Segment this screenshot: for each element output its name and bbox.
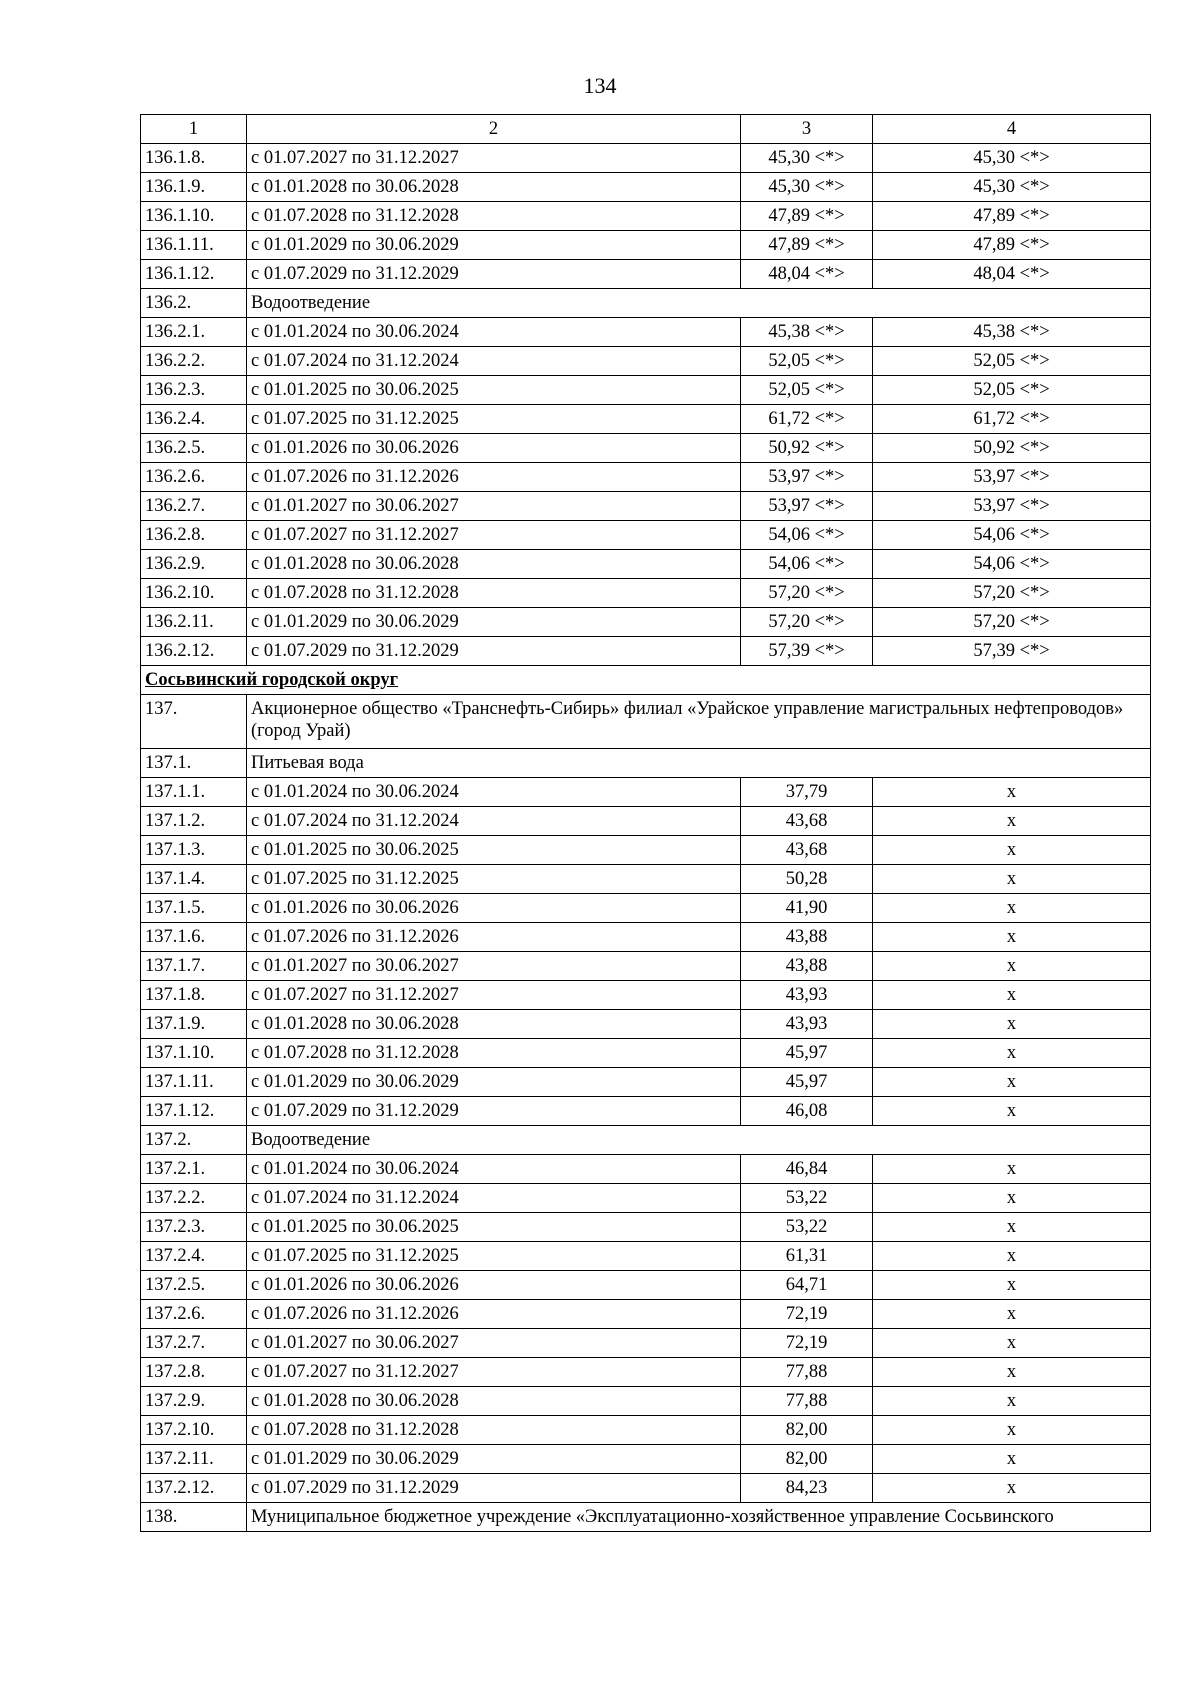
row-period: с 01.01.2028 по 30.06.2028 [247, 1010, 741, 1039]
row-number: 137.2.7. [141, 1329, 247, 1358]
table-row [141, 1010, 1151, 1039]
row-value-col4: х [873, 1039, 1151, 1068]
row-number: 137.1.6. [141, 923, 247, 952]
row-value-col4: х [873, 1184, 1151, 1213]
table-row [141, 318, 1151, 347]
table-row [141, 637, 1151, 666]
row-period: с 01.07.2029 по 31.12.2029 [247, 260, 741, 289]
table-row [141, 231, 1151, 260]
row-value-col3: 53,97 <*> [741, 492, 873, 521]
row-period: с 01.01.2026 по 30.06.2026 [247, 434, 741, 463]
table-body [141, 144, 1151, 1532]
row-subheading: Водоотведение [247, 289, 1151, 318]
row-value-col3: 77,88 [741, 1387, 873, 1416]
table-row [141, 550, 1151, 579]
row-value-col3: 43,68 [741, 836, 873, 865]
row-number: 136.1.12. [141, 260, 247, 289]
row-period: с 01.07.2026 по 31.12.2026 [247, 463, 741, 492]
row-period: с 01.07.2027 по 31.12.2027 [247, 144, 741, 173]
row-value-col3: 61,72 <*> [741, 405, 873, 434]
row-value-col3: 45,38 <*> [741, 318, 873, 347]
row-value-col4: х [873, 1329, 1151, 1358]
row-value-col3: 41,90 [741, 894, 873, 923]
row-period: с 01.01.2024 по 30.06.2024 [247, 1155, 741, 1184]
row-number: 136.2.1. [141, 318, 247, 347]
row-number: 136.2.12. [141, 637, 247, 666]
row-number: 137.2.6. [141, 1300, 247, 1329]
row-number: 137.1.11. [141, 1068, 247, 1097]
row-value-col4: 45,30 <*> [873, 173, 1151, 202]
table-row [141, 405, 1151, 434]
organization-name: Акционерное общество «Транснефть-Сибирь» филиал «Урайское управление магистральных нефтепроводов» (город Урай) [247, 695, 1151, 749]
table-row [141, 1358, 1151, 1387]
row-value-col4: 57,20 <*> [873, 608, 1151, 637]
table-row [141, 1416, 1151, 1445]
table-row [141, 1155, 1151, 1184]
row-value-col4: 52,05 <*> [873, 376, 1151, 405]
row-period: с 01.07.2026 по 31.12.2026 [247, 1300, 741, 1329]
row-period: с 01.07.2029 по 31.12.2029 [247, 1474, 741, 1503]
row-value-col4: х [873, 1358, 1151, 1387]
table-row [141, 778, 1151, 807]
row-value-col4: 54,06 <*> [873, 550, 1151, 579]
row-number: 136.2.9. [141, 550, 247, 579]
row-period: с 01.07.2028 по 31.12.2028 [247, 1039, 741, 1068]
row-value-col4: х [873, 1416, 1151, 1445]
row-number: 136.2.8. [141, 521, 247, 550]
row-value-col3: 57,20 <*> [741, 579, 873, 608]
row-period: с 01.07.2026 по 31.12.2026 [247, 923, 741, 952]
row-number: 136.1.8. [141, 144, 247, 173]
row-number: 137.2.12. [141, 1474, 247, 1503]
row-value-col4: х [873, 1097, 1151, 1126]
header-col-1: 1 [141, 115, 247, 144]
row-period: с 01.01.2027 по 30.06.2027 [247, 1329, 741, 1358]
page-number: 134 [583, 73, 617, 98]
row-value-col4: х [873, 1010, 1151, 1039]
row-number: 136.2.5. [141, 434, 247, 463]
table-row [141, 923, 1151, 952]
row-period: с 01.07.2029 по 31.12.2029 [247, 1097, 741, 1126]
row-number: 136.2. [141, 289, 247, 318]
header-col-2: 2 [247, 115, 741, 144]
row-value-col4: 57,39 <*> [873, 637, 1151, 666]
table-row [141, 144, 1151, 173]
row-period: с 01.01.2027 по 30.06.2027 [247, 952, 741, 981]
table-row [141, 521, 1151, 550]
row-value-col4: х [873, 1271, 1151, 1300]
row-value-col3: 72,19 [741, 1329, 873, 1358]
row-period: с 01.01.2027 по 30.06.2027 [247, 492, 741, 521]
row-number: 137.1.7. [141, 952, 247, 981]
row-period: с 01.01.2026 по 30.06.2026 [247, 894, 741, 923]
row-number: 136.1.9. [141, 173, 247, 202]
row-number: 137. [141, 695, 247, 749]
row-value-col4: х [873, 1387, 1151, 1416]
row-period: с 01.01.2029 по 30.06.2029 [247, 1445, 741, 1474]
table-row [141, 1387, 1151, 1416]
row-value-col3: 64,71 [741, 1271, 873, 1300]
row-value-col3: 45,30 <*> [741, 144, 873, 173]
section-title: Сосьвинский городской округ [141, 666, 1151, 695]
row-period: с 01.01.2028 по 30.06.2028 [247, 173, 741, 202]
row-value-col4: х [873, 1155, 1151, 1184]
row-value-col3: 43,68 [741, 807, 873, 836]
table-row [141, 1300, 1151, 1329]
row-value-col4: х [873, 836, 1151, 865]
table-row [141, 865, 1151, 894]
row-number: 136.1.10. [141, 202, 247, 231]
row-period: с 01.01.2025 по 30.06.2025 [247, 836, 741, 865]
table-row [141, 1039, 1151, 1068]
row-number: 137.1.9. [141, 1010, 247, 1039]
row-number: 136.2.6. [141, 463, 247, 492]
row-number: 137.1.5. [141, 894, 247, 923]
row-value-col4: 45,30 <*> [873, 144, 1151, 173]
row-subheading: Муниципальное бюджетное учреждение «Эксплуатационно-хозяйственное управление Сосьвинского [247, 1503, 1151, 1532]
row-number: 137.2.4. [141, 1242, 247, 1271]
row-value-col4: 47,89 <*> [873, 231, 1151, 260]
row-value-col4: х [873, 1445, 1151, 1474]
row-value-col4: 48,04 <*> [873, 260, 1151, 289]
row-value-col3: 47,89 <*> [741, 231, 873, 260]
table-row [141, 1097, 1151, 1126]
row-value-col3: 84,23 [741, 1474, 873, 1503]
row-number: 137.2.8. [141, 1358, 247, 1387]
table-row [141, 1271, 1151, 1300]
row-number: 137.2.3. [141, 1213, 247, 1242]
row-value-col4: х [873, 865, 1151, 894]
row-number: 136.2.4. [141, 405, 247, 434]
row-value-col3: 43,88 [741, 952, 873, 981]
table-row [141, 434, 1151, 463]
row-period: с 01.07.2028 по 31.12.2028 [247, 202, 741, 231]
row-value-col4: х [873, 778, 1151, 807]
tariff-table [140, 114, 1151, 1532]
row-value-col3: 82,00 [741, 1416, 873, 1445]
subheading-row [141, 289, 1151, 318]
row-value-col4: х [873, 981, 1151, 1010]
table-row [141, 579, 1151, 608]
subheading-row [141, 1126, 1151, 1155]
row-period: с 01.01.2025 по 30.06.2025 [247, 1213, 741, 1242]
row-period: с 01.07.2025 по 31.12.2025 [247, 865, 741, 894]
table-row [141, 260, 1151, 289]
table-row [141, 981, 1151, 1010]
row-period: с 01.07.2024 по 31.12.2024 [247, 1184, 741, 1213]
row-value-col4: 57,20 <*> [873, 579, 1151, 608]
section-row [141, 666, 1151, 695]
table-row [141, 807, 1151, 836]
table-row [141, 1068, 1151, 1097]
row-period: с 01.07.2027 по 31.12.2027 [247, 521, 741, 550]
row-period: с 01.01.2028 по 30.06.2028 [247, 550, 741, 579]
row-value-col4: х [873, 952, 1151, 981]
row-period: с 01.01.2029 по 30.06.2029 [247, 608, 741, 637]
table-row [141, 492, 1151, 521]
row-period: с 01.01.2025 по 30.06.2025 [247, 376, 741, 405]
row-value-col3: 37,79 [741, 778, 873, 807]
row-value-col3: 50,92 <*> [741, 434, 873, 463]
row-number: 137.2.1. [141, 1155, 247, 1184]
row-period: с 01.07.2025 по 31.12.2025 [247, 405, 741, 434]
row-value-col3: 43,88 [741, 923, 873, 952]
table-row [141, 608, 1151, 637]
row-value-col3: 50,28 [741, 865, 873, 894]
row-value-col3: 45,97 [741, 1039, 873, 1068]
table-row [141, 173, 1151, 202]
row-value-col3: 61,31 [741, 1242, 873, 1271]
table-row [141, 376, 1151, 405]
row-value-col4: 53,97 <*> [873, 463, 1151, 492]
row-value-col4: 52,05 <*> [873, 347, 1151, 376]
row-value-col3: 52,05 <*> [741, 376, 873, 405]
table-row [141, 1242, 1151, 1271]
row-number: 137.1.1. [141, 778, 247, 807]
row-number: 137.2.9. [141, 1387, 247, 1416]
row-number: 137.1.2. [141, 807, 247, 836]
row-value-col3: 72,19 [741, 1300, 873, 1329]
row-number: 137.2.10. [141, 1416, 247, 1445]
subheading-row [141, 749, 1151, 778]
row-value-col4: х [873, 923, 1151, 952]
table-row [141, 894, 1151, 923]
row-value-col4: 45,38 <*> [873, 318, 1151, 347]
row-number: 136.2.7. [141, 492, 247, 521]
table-row [141, 202, 1151, 231]
row-value-col3: 82,00 [741, 1445, 873, 1474]
row-number: 136.1.11. [141, 231, 247, 260]
row-value-col3: 47,89 <*> [741, 202, 873, 231]
row-number: 136.2.11. [141, 608, 247, 637]
row-number: 137.2. [141, 1126, 247, 1155]
row-number: 137.2.2. [141, 1184, 247, 1213]
row-value-col3: 52,05 <*> [741, 347, 873, 376]
row-value-col4: 47,89 <*> [873, 202, 1151, 231]
table-row [141, 952, 1151, 981]
row-value-col3: 45,30 <*> [741, 173, 873, 202]
row-number: 137.1.8. [141, 981, 247, 1010]
row-number: 137.1.12. [141, 1097, 247, 1126]
table-row [141, 1213, 1151, 1242]
row-value-col4: 61,72 <*> [873, 405, 1151, 434]
row-number: 137.2.11. [141, 1445, 247, 1474]
row-period: с 01.01.2029 по 30.06.2029 [247, 231, 741, 260]
row-subheading: Питьевая вода [247, 749, 1151, 778]
table-row [141, 347, 1151, 376]
table-row [141, 1445, 1151, 1474]
row-number: 136.2.10. [141, 579, 247, 608]
row-value-col3: 45,97 [741, 1068, 873, 1097]
row-period: с 01.01.2029 по 30.06.2029 [247, 1068, 741, 1097]
row-period: с 01.07.2027 по 31.12.2027 [247, 1358, 741, 1387]
row-value-col4: х [873, 1474, 1151, 1503]
row-value-col4: 54,06 <*> [873, 521, 1151, 550]
row-value-col4: 53,97 <*> [873, 492, 1151, 521]
row-period: с 01.01.2026 по 30.06.2026 [247, 1271, 741, 1300]
header-col-4: 4 [873, 115, 1151, 144]
row-number: 137.1.3. [141, 836, 247, 865]
table-row [141, 836, 1151, 865]
row-value-col3: 54,06 <*> [741, 550, 873, 579]
row-value-col3: 53,97 <*> [741, 463, 873, 492]
row-number: 136.2.3. [141, 376, 247, 405]
row-subheading: Водоотведение [247, 1126, 1151, 1155]
row-period: с 01.07.2024 по 31.12.2024 [247, 807, 741, 836]
row-value-col3: 53,22 [741, 1213, 873, 1242]
table-row [141, 1474, 1151, 1503]
row-number: 137.1.10. [141, 1039, 247, 1068]
subheading-row [141, 1503, 1151, 1532]
row-value-col3: 57,20 <*> [741, 608, 873, 637]
row-number: 137.2.5. [141, 1271, 247, 1300]
row-value-col4: х [873, 894, 1151, 923]
table-row [141, 1184, 1151, 1213]
row-period: с 01.01.2024 по 30.06.2024 [247, 318, 741, 347]
row-value-col4: х [873, 1242, 1151, 1271]
organization-row [141, 695, 1151, 749]
row-value-col4: х [873, 1068, 1151, 1097]
table-header-row [141, 115, 1151, 144]
row-value-col3: 43,93 [741, 981, 873, 1010]
table-row [141, 1329, 1151, 1358]
row-period: с 01.07.2028 по 31.12.2028 [247, 1416, 741, 1445]
row-value-col4: х [873, 807, 1151, 836]
row-value-col4: х [873, 1213, 1151, 1242]
row-value-col3: 48,04 <*> [741, 260, 873, 289]
row-value-col3: 57,39 <*> [741, 637, 873, 666]
row-period: с 01.07.2025 по 31.12.2025 [247, 1242, 741, 1271]
row-period: с 01.07.2024 по 31.12.2024 [247, 347, 741, 376]
row-period: с 01.01.2028 по 30.06.2028 [247, 1387, 741, 1416]
row-value-col3: 53,22 [741, 1184, 873, 1213]
row-value-col3: 46,08 [741, 1097, 873, 1126]
row-period: с 01.01.2024 по 30.06.2024 [247, 778, 741, 807]
row-value-col3: 43,93 [741, 1010, 873, 1039]
row-period: с 01.07.2027 по 31.12.2027 [247, 981, 741, 1010]
row-value-col3: 54,06 <*> [741, 521, 873, 550]
row-period: с 01.07.2028 по 31.12.2028 [247, 579, 741, 608]
row-value-col4: 50,92 <*> [873, 434, 1151, 463]
row-period: с 01.07.2029 по 31.12.2029 [247, 637, 741, 666]
row-number: 136.2.2. [141, 347, 247, 376]
row-value-col3: 77,88 [741, 1358, 873, 1387]
table-row [141, 463, 1151, 492]
row-value-col4: х [873, 1300, 1151, 1329]
row-number: 137.1.4. [141, 865, 247, 894]
row-number: 138. [141, 1503, 247, 1532]
header-col-3: 3 [741, 115, 873, 144]
row-number: 137.1. [141, 749, 247, 778]
row-value-col3: 46,84 [741, 1155, 873, 1184]
